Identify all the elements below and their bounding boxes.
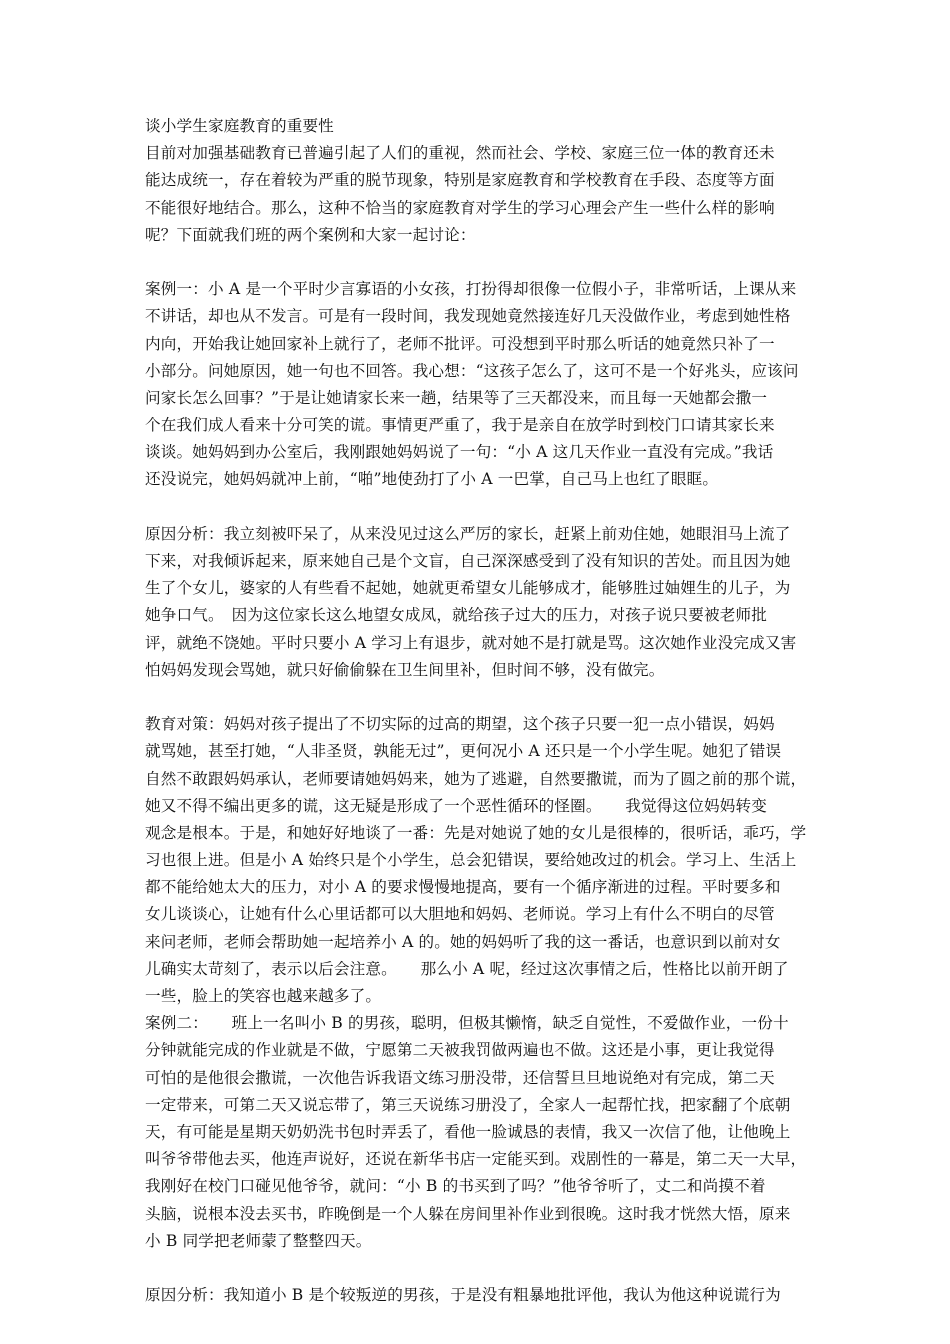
text-line: 怕妈妈发现会骂她，就只好偷偷躲在卫生间里补，但时间不够，没有做完。 xyxy=(145,660,665,679)
text-line: 观念是根本。于是，和她好好地谈了一番：先是对她说了她的女儿是很棒的，很听话，乖巧，学 xyxy=(145,823,807,842)
text-line: 一些，脸上的笑容也越来越多了。 xyxy=(145,987,382,1005)
text-line: 生了个女儿，婆家的人有些看不起她，她就更希望女儿能够成才，能够胜过妯娌生的儿子，为 xyxy=(145,579,791,598)
text-line: 原因分析：我知道小 B 是个较叛逆的男孩，于是没有粗暴地批评他，我认为他这种说谎行为 xyxy=(145,1286,781,1305)
blank-line xyxy=(145,1255,820,1282)
text-line: 评，就绝不饶她。平时只要小 A 学习上有退步，就对她不是打就是骂。这次她作业没完成又害 xyxy=(145,633,797,652)
text-line: 可怕的是他很会撒谎，一次他告诉我语文练习册没带，还信誓旦旦地说绝对有完成，第二天 xyxy=(145,1068,775,1087)
text-line: 小部分。问她原因，她一句也不回答。我心想：“这孩子怎么了，这可不是一个好兆头，应该问 xyxy=(145,361,799,380)
text-line: 个在我们成人看来十分可笑的谎。事情更严重了，我于是亲自在放学时到校门口请其家长来 xyxy=(145,416,775,435)
text-line: 呢？下面就我们班的两个案例和大家一起讨论： xyxy=(145,225,476,244)
text-line: 儿确实太苛刻了，表示以后会注意。 那么小 A 呢，经过这次事情之后，性格比以前开朗了 xyxy=(145,959,789,978)
text-line: 自然不敢跟妈妈承认，老师要请她妈妈来，她为了逃避，自然要撒谎，而为了圆之前的那个谎， xyxy=(145,769,807,788)
text-line: 内向，开始我让她回家补上就行了，老师不批评。可没想到平时那么听话的她竟然只补了一 xyxy=(145,334,775,353)
blank-line xyxy=(145,684,820,711)
blank-line xyxy=(145,249,820,276)
text-line: 就骂她，甚至打她，“人非圣贤，孰能无过”，更何况小 A 还只是一个小学生呢。她犯了错误 xyxy=(145,742,782,761)
text-line: 叫爷爷带他去买，他连声说好，还说在新华书店一定能买到。戏剧性的一幕是，第二天一大早， xyxy=(145,1150,807,1169)
text-line: 案例二： 班上一名叫小 B 的男孩，聪明，但极其懒惰，缺乏自觉性，不爱做作业，一份十 xyxy=(145,1014,789,1033)
text-line: 还没说完，她妈妈就冲上前，“啪”地使劲打了小 A 一巴掌，自己马上也红了眼眶。 xyxy=(145,470,719,489)
document-body xyxy=(145,140,820,1309)
text-line: 小 B 同学把老师蒙了整整四天。 xyxy=(145,1231,372,1250)
text-line: 不讲话，却也从不发言。可是有一段时间，我发现她竟然接连好几天没做作业，考虑到她性格 xyxy=(145,307,791,326)
text-line: 问家长怎么回事？”于是让她请家长来一趟，结果等了三天都没来，而且每一天她都会撒一 xyxy=(145,388,768,407)
text-line: 都不能给她太大的压力，对小 A 的要求慢慢地提高，要有一个循序渐进的过程。平时要多和 xyxy=(145,878,781,897)
text-line: 能达成统一，存在着较为严重的脱节现象，特别是家庭教育和学校教育在手段、态度等方面 xyxy=(145,171,775,190)
text-line: 头脑，说根本没去买书，昨晚倒是一个人躲在房间里补作业到很晚。这时我才恍然大悟，原来 xyxy=(145,1204,791,1223)
document-title: 谈小学生家庭教育的重要性 xyxy=(145,117,334,135)
text-line: 分钟就能完成的作业就是不做，宁愿第二天被我罚做两遍也不做。这还是小事，更让我觉得 xyxy=(145,1041,775,1060)
text-line: 来问老师，老师会帮助她一起培养小 A 的。她的妈妈听了我的这一番话，也意识到以前对女 xyxy=(145,932,781,951)
text-line: 她争口气。 因为这位家长这么地望女成凤，就给孩子过大的压力，对孩子说只要被老师批 xyxy=(145,606,767,625)
text-line: 一定带来，可第二天又说忘带了，第三天说练习册没了，全家人一起帮忙找，把家翻了个底朝 xyxy=(145,1095,791,1114)
text-line: 她又不得不编出更多的谎，这无疑是形成了一个恶性循环的怪圈。 我觉得这位妈妈转变 xyxy=(145,796,767,815)
text-line: 习也很上进。但是小 A 始终只是个小学生，总会犯错误，要给她改过的机会。学习上、生活上 xyxy=(145,851,797,870)
text-line: 下来，对我倾诉起来，原来她自己是个文盲，自己深深感受到了没有知识的苦处。而且因为她 xyxy=(145,552,791,570)
text-line: 案例一：小 A 是一个平时少言寡语的小女孩，打扮得却很像一位假小子，非常听话，上课从来 xyxy=(145,280,797,299)
blank-line xyxy=(145,494,820,521)
text-line: 天，有可能是星期天奶奶洗书包时弄丢了，看他一脸诚恳的表情，我又一次信了他，让他晚上 xyxy=(145,1122,791,1141)
text-line: 目前对加强基础教育已普遍引起了人们的重视，然而社会、学校、家庭三位一体的教育还未 xyxy=(145,144,775,163)
text-line: 教育对策：妈妈对孩子提出了不切实际的过高的期望，这个孩子只要一犯一点小错误，妈妈 xyxy=(145,715,775,734)
text-line: 谈谈。她妈妈到办公室后，我刚跟她妈妈说了一句：“小 A 这几天作业一直没有完成。”我话 xyxy=(145,443,774,462)
text-line: 女儿谈谈心，让她有什么心里话都可以大胆地和妈妈、老师说。学习上有什么不明白的尽管 xyxy=(145,905,775,924)
text-line: 我刚好在校门口碰见他爷爷，就问：“小 B 的书买到了吗？”他爷爷听了，丈二和尚摸不着 xyxy=(145,1177,766,1196)
text-line: 不能很好地结合。那么，这种不恰当的家庭教育对学生的学习心理会产生一些什么样的影响 xyxy=(145,198,775,217)
text-line: 原因分析：我立刻被吓呆了，从来没见过这么严厉的家长，赶紧上前劝住她，她眼泪马上流了 xyxy=(145,524,791,543)
